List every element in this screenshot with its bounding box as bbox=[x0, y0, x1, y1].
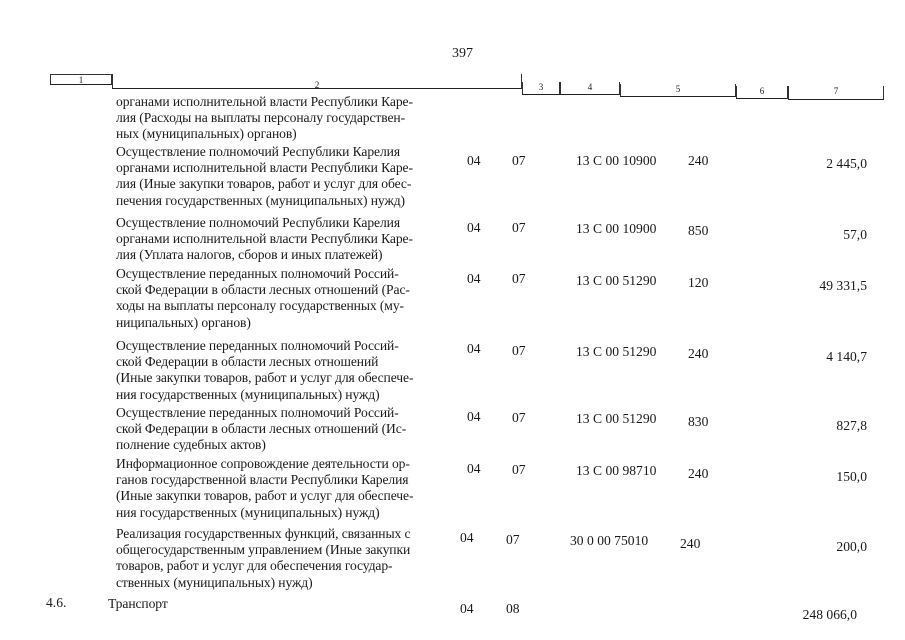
table-row-description: Реализация государственных функций, связанных с общегосударственным управлением (Иные закупки товаров, работ и услуг для обеспечения государ- ственных (муниципальных) нужд) bbox=[116, 526, 411, 590]
amount: 150,0 bbox=[836, 469, 867, 484]
target-article-code: 13 С 00 98710 bbox=[576, 463, 657, 478]
section-code: 04 bbox=[467, 220, 481, 235]
table-row-description: Осуществление полномочий Республики Карелия органами исполнительной власти Республики Каре- лия (Уплата налогов, сборов и иных платежей) bbox=[116, 215, 413, 263]
expense-type-code: 850 bbox=[688, 223, 709, 238]
header-col-6: 6 bbox=[736, 86, 788, 99]
table-row-description: Осуществление переданных полномочий Россий- ской Федерации в области лесных отношений (Ис- полнение судебных актов) bbox=[116, 405, 407, 453]
section-code: 04 bbox=[467, 461, 481, 476]
expense-type-code: 830 bbox=[688, 414, 709, 429]
target-article-code: 13 С 00 51290 bbox=[576, 411, 657, 426]
target-article-code: 13 С 00 10900 bbox=[576, 153, 657, 168]
section-code: 04 bbox=[467, 153, 481, 168]
header-col-2: 2 bbox=[112, 74, 522, 89]
subsection-code: 07 bbox=[512, 153, 526, 168]
section-code: 04 bbox=[460, 601, 474, 616]
header-col-1: 1 bbox=[50, 74, 112, 85]
amount: 200,0 bbox=[836, 539, 867, 554]
section-code: 04 bbox=[460, 530, 474, 545]
amount: 57,0 bbox=[843, 227, 867, 242]
section-code: 04 bbox=[467, 409, 481, 424]
subsection-code: 07 bbox=[512, 410, 526, 425]
expense-type-code: 240 bbox=[680, 536, 701, 551]
page-number: 397 bbox=[452, 46, 473, 61]
amount: 2 445,0 bbox=[826, 156, 867, 171]
section-code: 04 bbox=[467, 341, 481, 356]
target-article-code: 13 С 00 51290 bbox=[576, 344, 657, 359]
target-article-code: 13 С 00 51290 bbox=[576, 273, 657, 288]
subsection-code: 08 bbox=[506, 601, 520, 616]
expense-type-code: 120 bbox=[688, 275, 709, 290]
table-row-description: Осуществление переданных полномочий Россий- ской Федерации в области лесных отношений (Рас- ходы на выплаты персоналу государственных (му- ниципальных) органов) bbox=[116, 266, 410, 330]
row-number: 4.6. bbox=[46, 595, 67, 610]
amount: 4 140,7 bbox=[826, 349, 867, 364]
amount: 248 066,0 bbox=[802, 607, 857, 622]
header-col-4: 4 bbox=[560, 82, 620, 95]
expense-type-code: 240 bbox=[688, 466, 709, 481]
expense-type-code: 240 bbox=[688, 153, 709, 168]
table-row-description: Информационное сопровождение деятельности ор- ганов государственной власти Республики Карелия (Иные закупки товаров, работ и услуг для обеспече- ния государственных (муниципальных) нужд) bbox=[116, 456, 414, 520]
table-row-description: Осуществление переданных полномочий Россий- ской Федерации в области лесных отношений (Иные закупки товаров, работ и услуг для обеспече- ния государственных (муниципальных) нужд) bbox=[116, 338, 414, 402]
subsection-code: 07 bbox=[512, 220, 526, 235]
subsection-code: 07 bbox=[512, 343, 526, 358]
subsection-code: 07 bbox=[512, 462, 526, 477]
amount: 49 331,5 bbox=[819, 278, 867, 293]
expense-type-code: 240 bbox=[688, 346, 709, 361]
subsection-code: 07 bbox=[506, 532, 520, 547]
table-row-description: Транспорт bbox=[108, 596, 168, 611]
table-row-description: Осуществление полномочий Республики Карелия органами исполнительной власти Республики Каре- лия (Иные закупки товаров, работ и услуг для обес- печения государственных (муниципальных) нужд) bbox=[116, 144, 413, 208]
subsection-code: 07 bbox=[512, 271, 526, 286]
section-code: 04 bbox=[467, 271, 481, 286]
amount: 827,8 bbox=[836, 418, 867, 433]
table-row-description: органами исполнительной власти Республики Каре- лия (Расходы на выплаты персоналу государствен- ных (муниципальных) органов) bbox=[116, 94, 413, 142]
header-col-7: 7 bbox=[788, 86, 884, 100]
header-col-5: 5 bbox=[620, 84, 736, 97]
target-article-code: 13 С 00 10900 bbox=[576, 221, 657, 236]
header-col-3: 3 bbox=[522, 82, 560, 95]
target-article-code: 30 0 00 75010 bbox=[570, 533, 649, 548]
